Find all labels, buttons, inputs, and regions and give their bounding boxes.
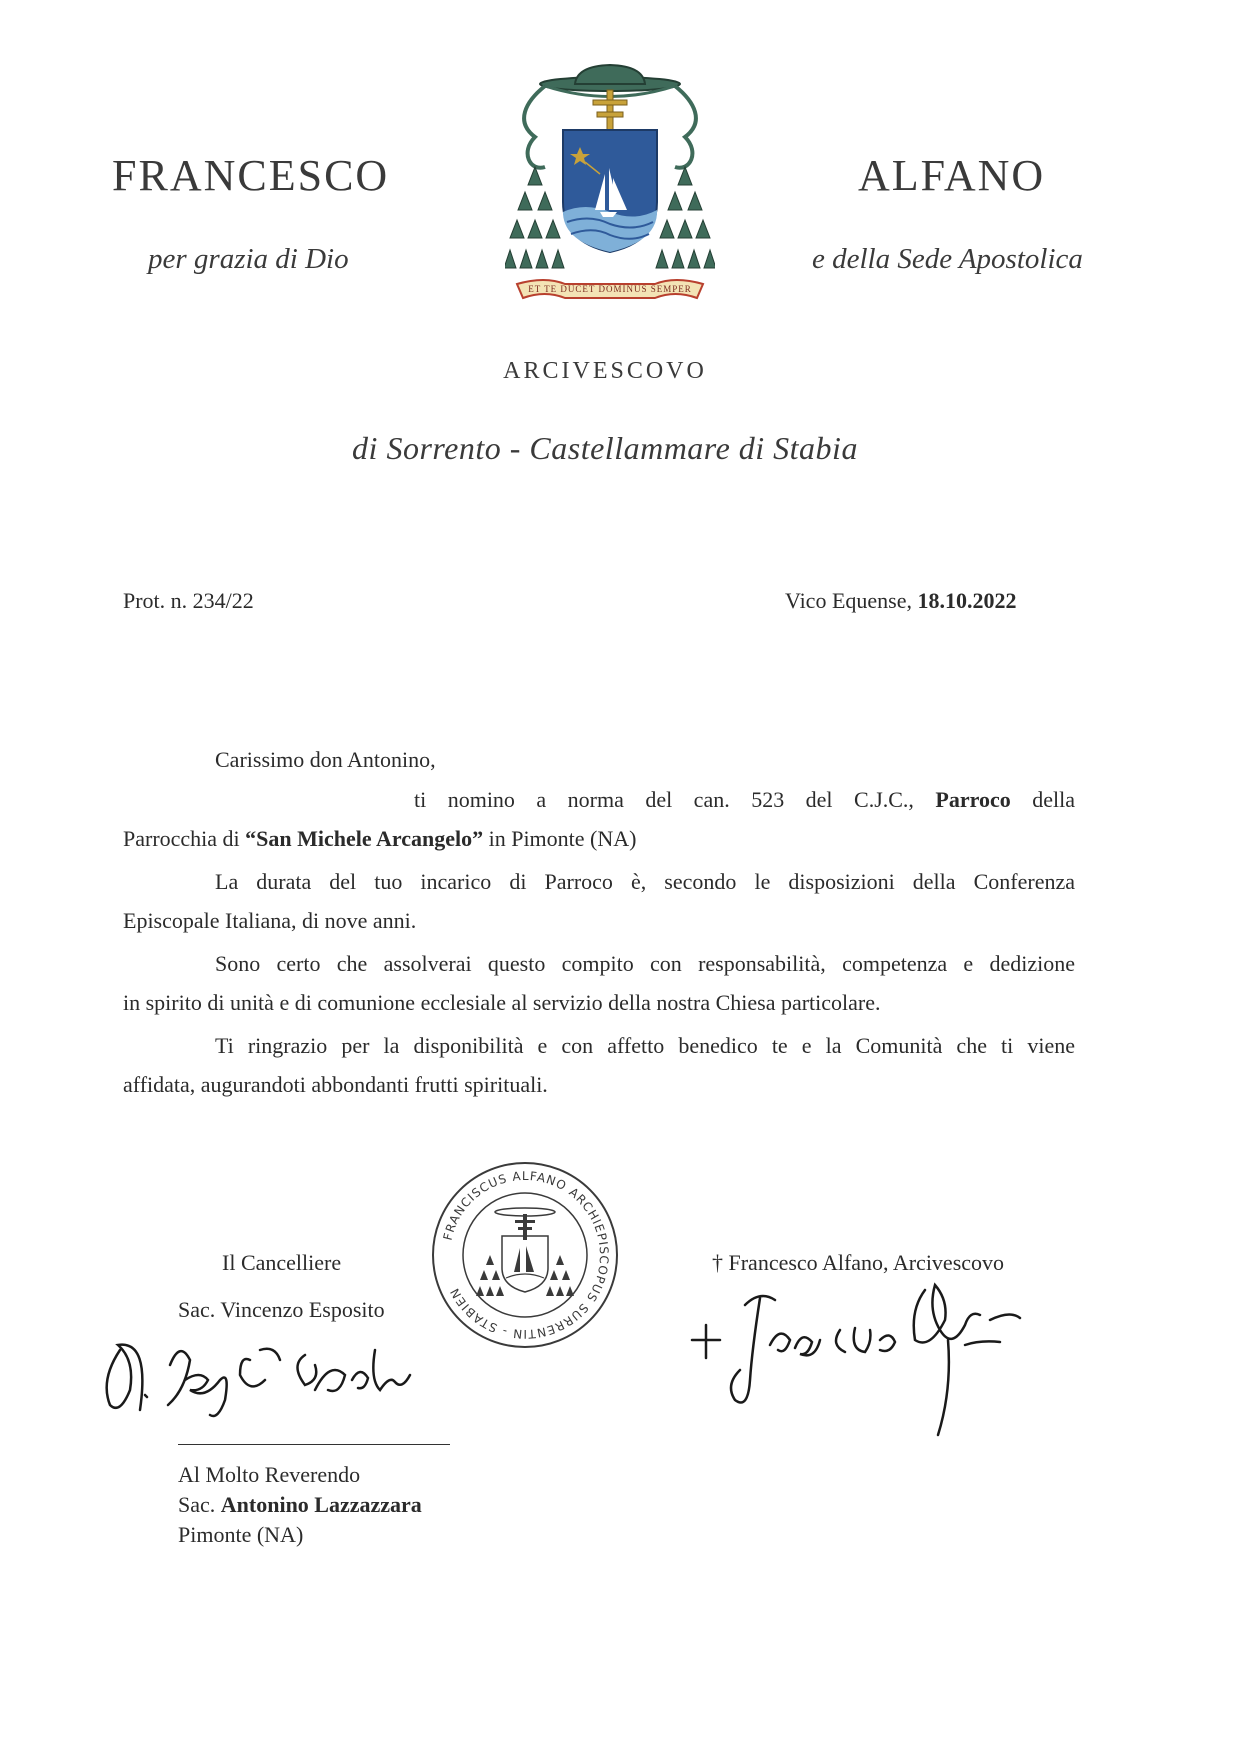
paragraph-4-line-1: Ti ringrazio per la disponibilità e con affetto benedico te e la Comunità che ti viene — [215, 1033, 1075, 1058]
paragraph-2-line-2: Episcopale Italiana, di nove anni. — [123, 908, 417, 933]
p1-text: ti nomino a norma del can. 523 del C.J.C., — [414, 787, 914, 812]
addressee-name-line — [178, 1490, 422, 1520]
place-date — [785, 588, 1016, 614]
chancellor-name: Sac. Vincenzo Esposito — [178, 1297, 385, 1322]
last-name: ALFANO — [858, 151, 1046, 200]
right-motto: e della Sede Apostolica — [812, 243, 1083, 275]
p1-parish-name: “San Michele Arcangelo” — [245, 826, 484, 851]
archbishop-name: † Francesco Alfano, Arcivescovo — [712, 1250, 1005, 1275]
see: di Sorrento - Castellammare di Stabia — [352, 430, 858, 466]
paragraph-2-line-1: La durata del tuo incarico di Parroco è, secondo le disposizioni della Conferenza — [215, 869, 1075, 894]
place: Vico Equense, — [785, 588, 912, 613]
archbishop-signature — [690, 1270, 1030, 1440]
p1-place: in Pimonte (NA) — [488, 826, 637, 851]
addressee-block — [178, 1460, 422, 1550]
date: 18.10.2022 — [917, 588, 1017, 613]
title: ARCIVESCOVO — [503, 358, 707, 384]
paragraph-4-line-2: affidata, augurandoti abbondanti frutti spirituali. — [123, 1072, 548, 1097]
paragraph-1-line-1 — [414, 780, 1075, 819]
address-separator — [178, 1444, 450, 1445]
addressee-prefix: Sac. — [178, 1492, 216, 1517]
chancellor-signature — [90, 1320, 460, 1430]
left-motto: per grazia di Dio — [148, 243, 349, 275]
protocol-number: Prot. n. 234/22 — [123, 588, 254, 613]
first-name: FRANCESCO — [112, 151, 390, 200]
addressee-city: Pimonte (NA) — [178, 1522, 304, 1547]
paragraph-1-line-2 — [123, 819, 1075, 858]
salutation: Carissimo don Antonino, — [215, 747, 436, 772]
chancellor-role: Il Cancelliere — [222, 1250, 342, 1275]
p1-parish-label: Parrocchia di — [123, 826, 240, 851]
coat-of-arms — [505, 62, 715, 312]
addressee-salutation: Al Molto Reverendo — [178, 1462, 361, 1487]
crest-motto: ET TE DUCET DOMINUS SEMPER — [528, 284, 692, 294]
coat-of-arms-icon — [505, 62, 715, 312]
paragraph-3-line-2: in spirito di unità e di comunione ecclesiale al servizio della nostra Chiesa particolare. — [123, 990, 881, 1015]
svg-text:FRANCISCUS ALFANO ARCHIEPISCOP: FRANCISCUS ALFANO ARCHIEPISCOPUS SURRENTIN - STABIEN — [440, 1168, 612, 1342]
addressee-name: Antonino Lazzazzara — [220, 1492, 422, 1517]
paragraph-3-line-1: Sono certo che assolverai questo compito con responsabilità, competenza e dedizione — [215, 951, 1075, 976]
p1-role: Parroco — [935, 787, 1011, 812]
p1-tail: della — [1032, 787, 1076, 812]
